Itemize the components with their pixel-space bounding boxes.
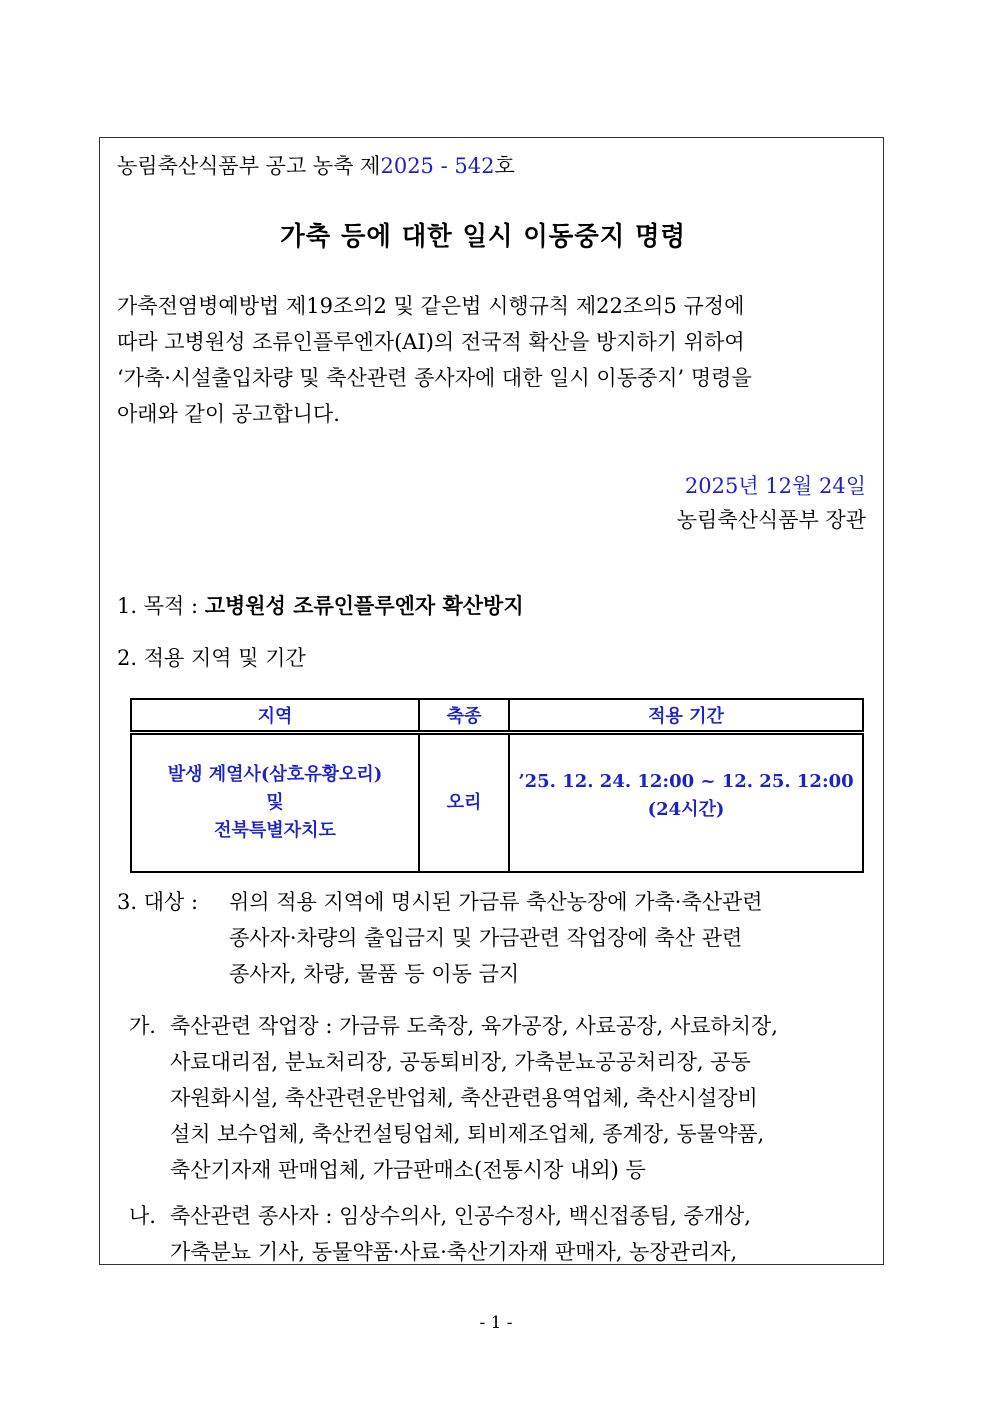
- issuer: 농림축산식품부 장관: [676, 508, 866, 532]
- region-table: [130, 698, 864, 873]
- item-na-label: 나.: [129, 1204, 156, 1228]
- notice-number: 농림축산식품부 공고 농축 제2025 - 542호: [117, 154, 515, 178]
- header-species: 축종: [419, 699, 509, 733]
- target-line: 종사자·차량의 출입금지 및 가금관련 작업장에 축산 관련: [229, 926, 743, 950]
- item-ga-line: 축산관련 작업장 : 가금류 도축장, 육가공장, 사료공장, 사료하치장,: [170, 1014, 778, 1038]
- header-region: 지역: [131, 699, 419, 733]
- header-period: 적용 기간: [509, 699, 863, 733]
- document-title: 가축 등에 대한 일시 이동중지 명령: [280, 222, 687, 252]
- item-na-line: 가축분뇨 기사, 동물약품·사료·축산기자재 판매자, 농장관리자,: [170, 1240, 738, 1264]
- cell-region: 발생 계열사(삼호유황오리) 및 전북특별자치도: [131, 733, 419, 873]
- intro-line: 가축전염병예방법 제19조의2 및 같은법 시행규칙 제22조의5 규정에: [117, 294, 745, 318]
- item-ga-label: 가.: [129, 1014, 156, 1038]
- item-ga-line: 축산기자재 판매업체, 가금판매소(전통시장 내외) 등: [170, 1158, 646, 1182]
- item-ga-line: 설치 보수업체, 축산컨설팅업체, 퇴비제조업체, 종계장, 동물약품,: [170, 1122, 765, 1146]
- section-purpose: 1. 목적 : 고병원성 조류인플루엔자 확산방지: [117, 593, 524, 618]
- target-line: 종사자, 차량, 물품 등 이동 금지: [229, 962, 520, 986]
- cell-period: ’25. 12. 24. 12:00 ~ 12. 25. 12:00 (24시간): [509, 733, 863, 873]
- cell-species: 오리: [419, 733, 509, 873]
- intro-line: ‘가축·시설출입차량 및 축산관련 종사자에 대한 일시 이동중지’ 명령을: [117, 366, 752, 390]
- page-number: - 1 -: [479, 1313, 513, 1333]
- item-ga-line: 사료대리점, 분뇨처리장, 공동퇴비장, 가축분뇨공공처리장, 공동: [170, 1050, 751, 1074]
- notice-frame: [99, 137, 884, 1265]
- section-target-label: 3. 대상 :: [117, 890, 199, 914]
- target-line: 위의 적용 지역에 명시된 가금류 축산농장에 가축·축산관련: [229, 890, 763, 914]
- item-na-line: 축산관련 종사자 : 임상수의사, 인공수정사, 백신접종팀, 중개상,: [170, 1204, 751, 1228]
- section-region-heading: 2. 적용 지역 및 기간: [117, 646, 306, 670]
- intro-line: 따라 고병원성 조류인플루엔자(AI)의 전국적 확산을 방지하기 위하여: [117, 330, 745, 354]
- notice-date: 2025년 12월 24일: [684, 474, 866, 498]
- item-ga-line: 자원화시설, 축산관련운반업체, 축산관련용역업체, 축산시설장비: [170, 1086, 758, 1110]
- intro-line: 아래와 같이 공고합니다.: [117, 402, 340, 426]
